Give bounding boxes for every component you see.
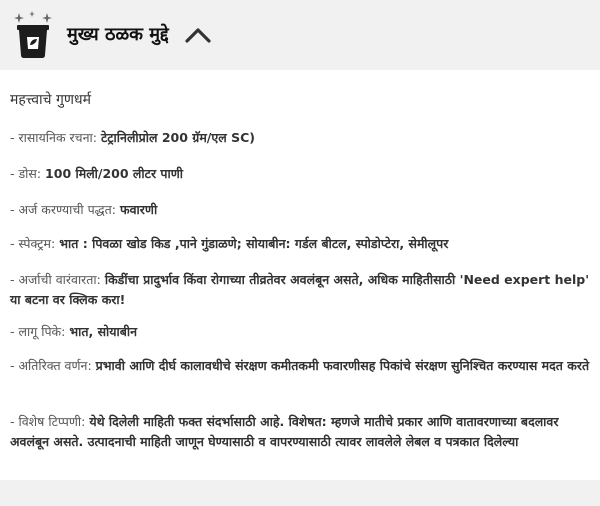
property-label: - लागू पिके: [10, 324, 70, 339]
property-application-method [10, 200, 590, 220]
property-label: - डोस: [10, 166, 46, 181]
property-additional-description [10, 356, 590, 376]
property-value: फवारणी [119, 202, 158, 217]
property-label: - रासायनिक रचना: [10, 130, 101, 145]
highlights-title: मुख्य ठळक मुद्दे [67, 24, 169, 45]
property-value: भात : पिवळा खोड किड ,पाने गुंडाळणे; सोयाबीन: गर्डल बीटल, स्पोडोप्टेरा, सेमीलूपर [59, 236, 449, 251]
property-value: भात, सोयाबीन [69, 324, 138, 339]
property-dose [10, 164, 590, 184]
section-heading: महत्त्वाचे गुणधर्म [10, 92, 91, 108]
chevron-up-icon[interactable] [183, 22, 213, 48]
property-label: - स्पेक्ट्रम: [10, 236, 60, 251]
property-value: 100 मिली/200 लीटर पाणी [45, 166, 184, 181]
highlights-panel [0, 70, 600, 480]
property-special-note [10, 412, 590, 452]
product-sack-icon [10, 11, 56, 59]
property-label: - अतिरिक्त वर्णन: [10, 358, 96, 373]
property-label: - अर्जाची वारंवारता: [10, 272, 105, 287]
property-label: - अर्ज करण्याची पद्धत: [10, 202, 120, 217]
property-application-frequency [10, 270, 590, 310]
property-chemical-composition [10, 128, 590, 148]
property-value: प्रभावी आणि दीर्घ कालावधीचे संरक्षण कमीतकमी फवारणीसह पिकांचे संरक्षण सुनिश्चित करण्यास मदत करते [95, 358, 590, 373]
highlights-header [0, 0, 600, 70]
property-spectrum [10, 234, 590, 254]
property-value: किडींचा प्रादुर्भाव किंवा रोगाच्या तीव्रतेवर अवलंबून असते, अधिक माहितीसाठी 'Need expert help' या बटना वर क्लिक करा! [10, 272, 590, 307]
property-applicable-crops [10, 322, 590, 342]
property-value: येथे दिलेली माहिती फक्त संदर्भासाठी आहे. विशेषत: म्हणजे मातीचे प्रकार आणि वातावरणाच्या बदलावर अवलंबून असते. उत्पादनाची माहिती जाणून घेण्यासाठी व वापरण्यासाठी त्यावर लावलेले लेबल व पत्रकात दिलेल्या [10, 414, 559, 449]
property-value: टेट्रानिलीप्रोल 200 ग्रॅम/एल SC) [100, 130, 256, 145]
property-label: - विशेष टिप्पणी: [10, 414, 90, 429]
